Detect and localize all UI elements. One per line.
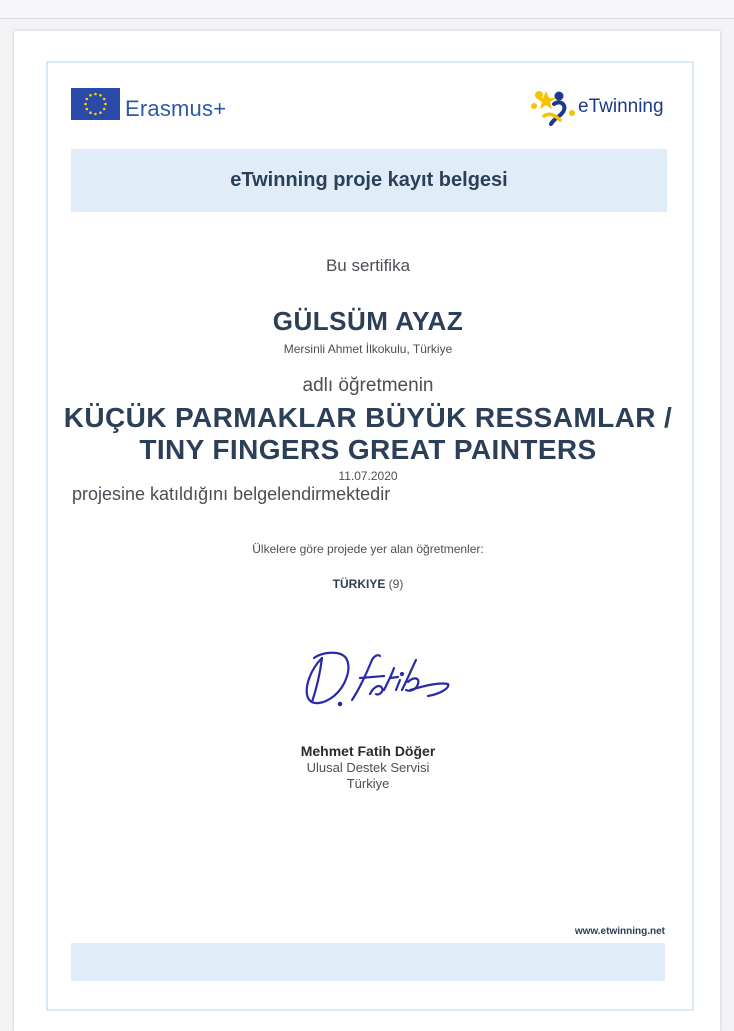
- website-link[interactable]: www.etwinning.net: [574, 926, 665, 937]
- eu-flag-icon: [71, 88, 120, 120]
- teacher-name: GÜLSÜM AYAZ: [272, 306, 464, 336]
- teacher-suffix-text: adlı öğretmenin: [302, 375, 434, 396]
- signatory-name: Mehmet Fatih Döğer: [300, 743, 436, 759]
- signatory-organization: Ulusal Destek Servisi: [306, 760, 430, 775]
- country-name: TÜRKIYE: [332, 577, 386, 591]
- school-name: Mersinli Ahmet İlkokulu, Türkiye: [283, 342, 453, 356]
- title-band: [71, 149, 667, 212]
- intro-text: Bu sertifika: [325, 256, 411, 275]
- country-teacher-count: (9): [388, 577, 404, 591]
- footer-band: [71, 943, 665, 981]
- project-title-line-1: KÜÇÜK PARMAKLAR BÜYÜK RESSAMLAR /: [63, 402, 673, 433]
- project-title: [46, 402, 690, 466]
- etwinning-logo-text: eTwinning: [578, 96, 664, 117]
- countries-label: Ülkelere göre projede yer alan öğretmenler:: [252, 542, 484, 556]
- country-list-item: [46, 577, 690, 591]
- etwinning-logo-icon: [530, 86, 578, 128]
- signatory-country: Türkiye: [346, 776, 390, 791]
- registration-date: 11.07.2020: [338, 469, 398, 483]
- signature-image: [300, 644, 454, 716]
- project-title-line-2: TINY FINGERS GREAT PAINTERS: [139, 434, 597, 465]
- browser-top-bar: [0, 0, 734, 19]
- confirmation-text: projesine katıldığını belgelendirmektedir: [72, 484, 391, 504]
- erasmus-logo-text: Erasmus+: [125, 96, 227, 121]
- certificate-title: eTwinning proje kayıt belgesi: [230, 169, 508, 191]
